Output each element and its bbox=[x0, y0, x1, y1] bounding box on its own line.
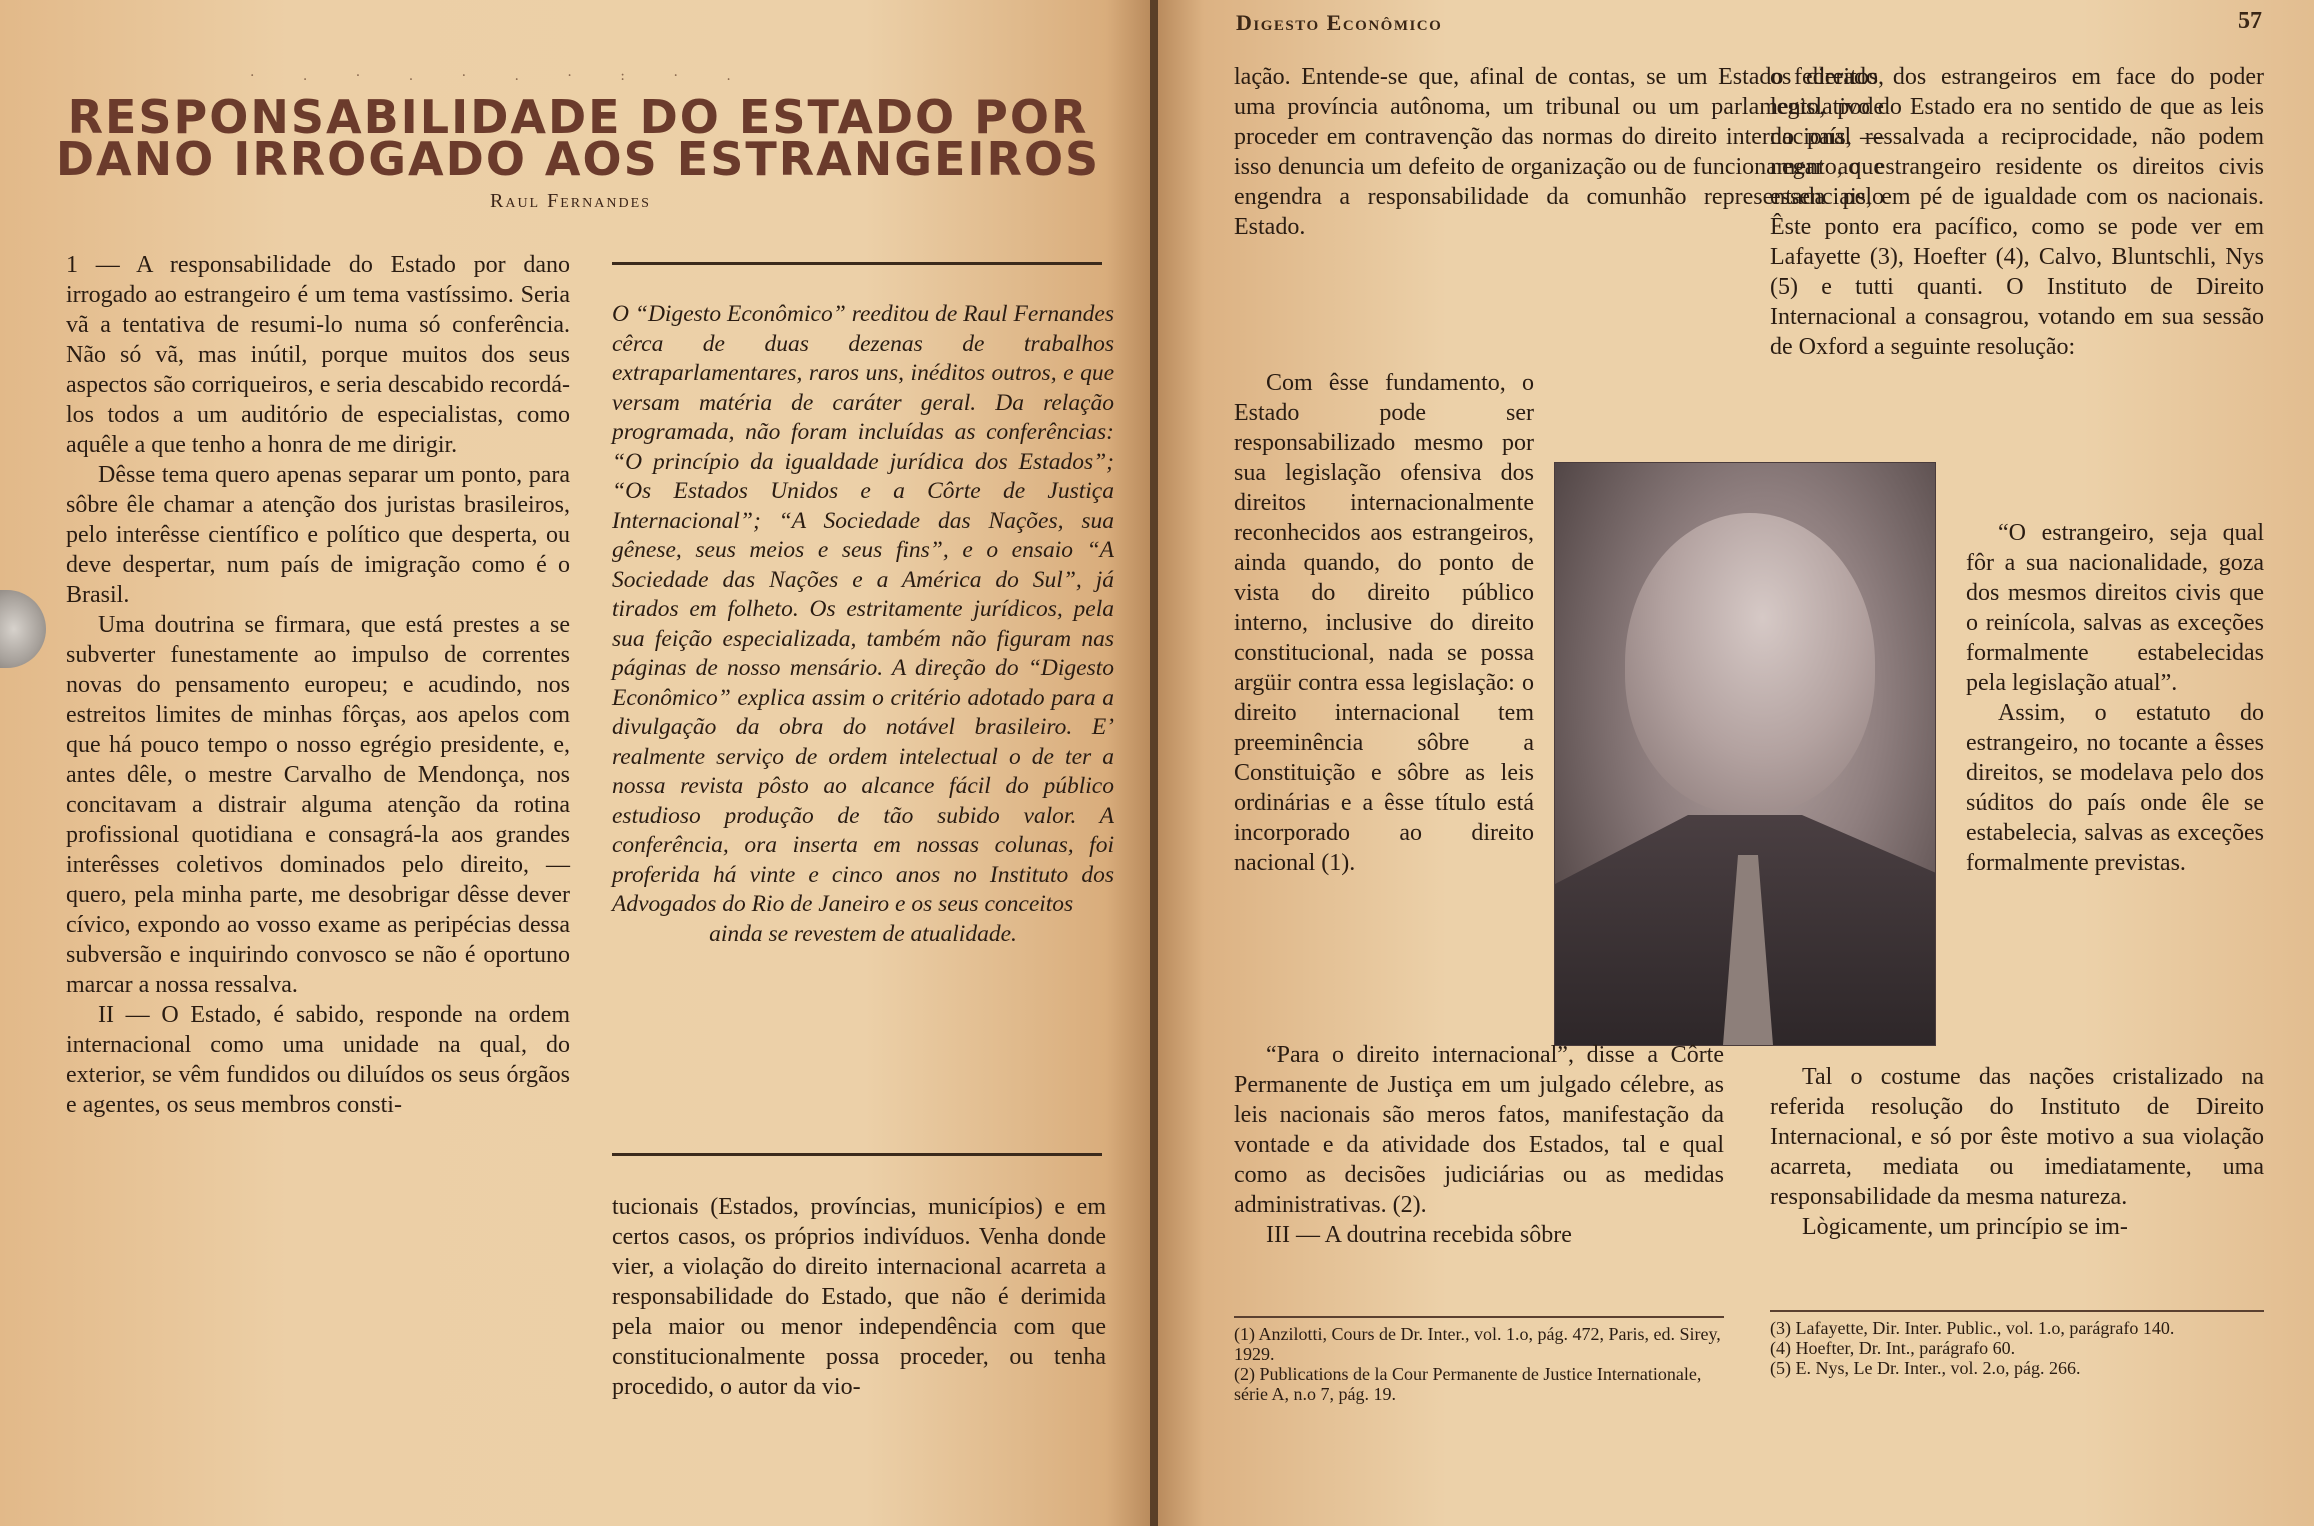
right-column-2-wrap bbox=[1966, 518, 2264, 878]
left-column bbox=[66, 250, 570, 1120]
footnote: (1) Anzilotti, Cours de Dr. Inter., vol. 1.o, pág. 472, Paris, ed. Sirey, 1929. bbox=[1234, 1324, 1721, 1364]
paragraph: Tal o costume das nações cristalizado na referida resolução do Instituto de Direito Internacional, e só por êste motivo a sua violação acarreta, mediata ou imediatamente, uma responsabilidade da mesma natureza. bbox=[1770, 1064, 2264, 1210]
editor-note-text: O “Digesto Econômico” reeditou de Raul Fernandes cêrca de duas dezenas de trabalhos extraparlamentares, raros uns, inéditos outros, e que versam matéria de caráter geral. Da relação programada, não foram incluídas as conferências: “O princípio da igualdade jurídica dos Estados”; “Os Estados Unidos e a Côrte de Justiça Internacional”; “A Sociedade das Nações, sua gênese, seus meios e seus fins”, e o ensaio “A Sociedade das Nações e a América do Sul”, já tirados em folheto. Os estritamente jurídicos, pela sua feição especializada, também não figuram nas páginas de nosso mensário. A direção do “Digesto Econômico” explica assim o critério adotado para a divulgação da obra do notável brasileiro. E’ realmente serviço de ordem intelectual o de ter a nossa revista pôsto ao alcance fácil do público estudioso produção de tão subido valor. A conferência, ora inserta em nossas colunas, foi proferida há vinte e cinco anos no Instituto dos Advogados do Rio de Janeiro e os seus conceitos bbox=[612, 301, 1114, 917]
right-column-1-bottom bbox=[1234, 1040, 1724, 1250]
paragraph: “O estrangeiro, seja qual fôr a sua nacionalidade, goza dos mesmos direitos civis que o reinícola, salvas as exceções formalmente estabelecidas pela legislação atual”. bbox=[1966, 520, 2264, 696]
editor-note bbox=[612, 300, 1114, 949]
right-column-2-bottom bbox=[1770, 1062, 2264, 1242]
portrait-face bbox=[1625, 513, 1875, 813]
editor-note-top-rule bbox=[612, 262, 1102, 265]
headline-line-1: RESPONSABILIDADE DO ESTADO POR bbox=[67, 90, 1089, 144]
left-column-2-bottom bbox=[612, 1192, 1106, 1402]
footnote-rule-left bbox=[1234, 1316, 1724, 1318]
left-page bbox=[0, 0, 1152, 1526]
footnotes-left bbox=[1234, 1324, 1724, 1404]
footnotes-right bbox=[1770, 1318, 2264, 1378]
paragraph: Lògicamente, um princípio se im- bbox=[1802, 1214, 2128, 1240]
paragraph: 1 — A responsabilidade do Estado por dano irrogado ao estrangeiro é um tema vastíssimo. Seria vã a tentativa de resumi-lo numa só conferência. Não só vã, mas inútil, porque muitos dos seus aspectos são corriqueiros, e seria descabido recordá-los todos a um auditório de especialistas, como aquêle a que tenho a honra de me dirigir. bbox=[66, 252, 570, 458]
footnote: (5) E. Nys, Le Dr. Inter., vol. 2.o, pág. 266. bbox=[1770, 1358, 2081, 1378]
right-column-1-wrap bbox=[1234, 368, 1534, 878]
paragraph: “Para o direito internacional”, disse a Côrte Permanente de Justiça em um julgado célebre, as leis nacionais são meros fatos, manifestação da vontade e da atividade dos Estados, tal e qual como as decisões judiciárias ou as medidas administrativas. (2). bbox=[1234, 1042, 1724, 1218]
paragraph: os direitos dos estrangeiros em face do poder legislativo do Estado era no sentido de que as leis do país, ressalvada a reciprocidade, não podem negar ao estrangeiro residente os direitos civis essenciais, em pé de igualdade com os nacionais. Êste ponto era pacífico, como se pode ver em Lafayette (3), Hoefter (4), Calvo, Bluntschli, Nys (5) e tutti quanti. O Instituto de Direito Internacional a consagrou, votando em sua sessão de Oxford a seguinte resolução: bbox=[1770, 64, 2264, 360]
author-byline: Raul Fernandes bbox=[490, 190, 651, 212]
paragraph: tucionais (Estados, províncias, municípios) e em certos casos, os próprios indivíduos. Venha donde vier, a violação do direito internacional acarreta a responsabilidade do Estado, que não é derimida pela maior ou menor independência com que constitucionalmente possa proceder, ou tenha procedido, o autor da vio- bbox=[612, 1194, 1106, 1400]
paragraph: Dêsse tema quero apenas separar um ponto, para sôbre êle chamar a atenção dos juristas brasileiros, pelo interêsse científico e político que desperta, ou deve despertar, num país de imigração como é o Brasil. bbox=[66, 462, 570, 608]
footnote-rule-right bbox=[1770, 1310, 2264, 1312]
paragraph: Com êsse fundamento, o Estado pode ser responsabilizado mesmo por sua legislação ofensiva dos direitos internacionalmente reconhecidos aos estrangeiros, ainda quando, do ponto de vista do direito público interno, inclusive do direito constitucional, nada se possa argüir contra essa legislação: o direito internacional tem preeminência sôbre a Constituição e sôbre as leis ordinárias e a êsse título está incorporado ao direito nacional (1). bbox=[1234, 370, 1534, 876]
page-number: 57 bbox=[2238, 8, 2262, 34]
print-specks: · . · . · . · : · . bbox=[250, 68, 753, 84]
right-page bbox=[1158, 0, 2314, 1526]
footnote: (4) Hoefter, Dr. Int., parágrafo 60. bbox=[1770, 1338, 2016, 1358]
paragraph: Uma doutrina se firmara, que está prestes a se subverter funestamente ao impulso de correntes novas do pensamento europeu; e acudindo, nos estreitos limites de minhas fôrças, aos apelos com que há pouco tempo o nosso egrégio presidente, e, antes dêle, o mestre Carvalho de Mendonça, nos concitavam a distrair alguma atenção da rotina profissional quotidiana e consagrá-la aos grandes interêsses coletivos dominados pelo direito, — quero, pela minha parte, me desobrigar dêsse dever cívico, expondo ao vosso exame as peripécias dessa subversão e inquirindo convosco se não é oportuno marcar a nossa ressalva. bbox=[66, 612, 570, 998]
article-headline bbox=[48, 90, 1108, 186]
running-head: Digesto Econômico bbox=[1236, 10, 1443, 35]
headline-line-2: DANO IRROGADO AOS ESTRANGEIROS bbox=[55, 132, 1101, 186]
editor-note-last-line: ainda se revestem de atualidade. bbox=[709, 920, 1017, 947]
editor-note-bottom-rule bbox=[612, 1153, 1102, 1156]
paragraph: III — A doutrina recebida sôbre bbox=[1266, 1222, 1572, 1248]
right-column-2-top bbox=[1770, 62, 2264, 362]
footnote: (3) Lafayette, Dir. Inter. Public., vol. 1.o, parágrafo 140. bbox=[1770, 1318, 2175, 1338]
portrait-photo bbox=[1554, 462, 1936, 1046]
footnote: (2) Publications de la Cour Permanente de Justice Internationale, série A, n.o 7, pág. 19. bbox=[1234, 1364, 1702, 1404]
binder-clip bbox=[0, 590, 46, 668]
paragraph: Assim, o estatuto do estrangeiro, no tocante a êsses direitos, se modelava pelo dos súditos do país onde êle se estabelecia, salvas as exceções formalmente previstas. bbox=[1966, 700, 2264, 876]
paragraph: II — O Estado, é sabido, responde na ordem internacional como uma unidade na qual, do exterior, se vêm fundidos ou diluídos os seus órgãos e agentes, os seus membros consti- bbox=[66, 1002, 570, 1118]
paragraph: lação. Entende-se que, afinal de contas, se um Estado federado, uma província autônoma, um tribunal ou um parlamento, pode proceder em contravenção das normas do direito internacional — isso denuncia um defeito de organização ou de funcionamento, que engendra a responsabilidade da comunhão representada pelo Estado. bbox=[1234, 64, 1884, 240]
